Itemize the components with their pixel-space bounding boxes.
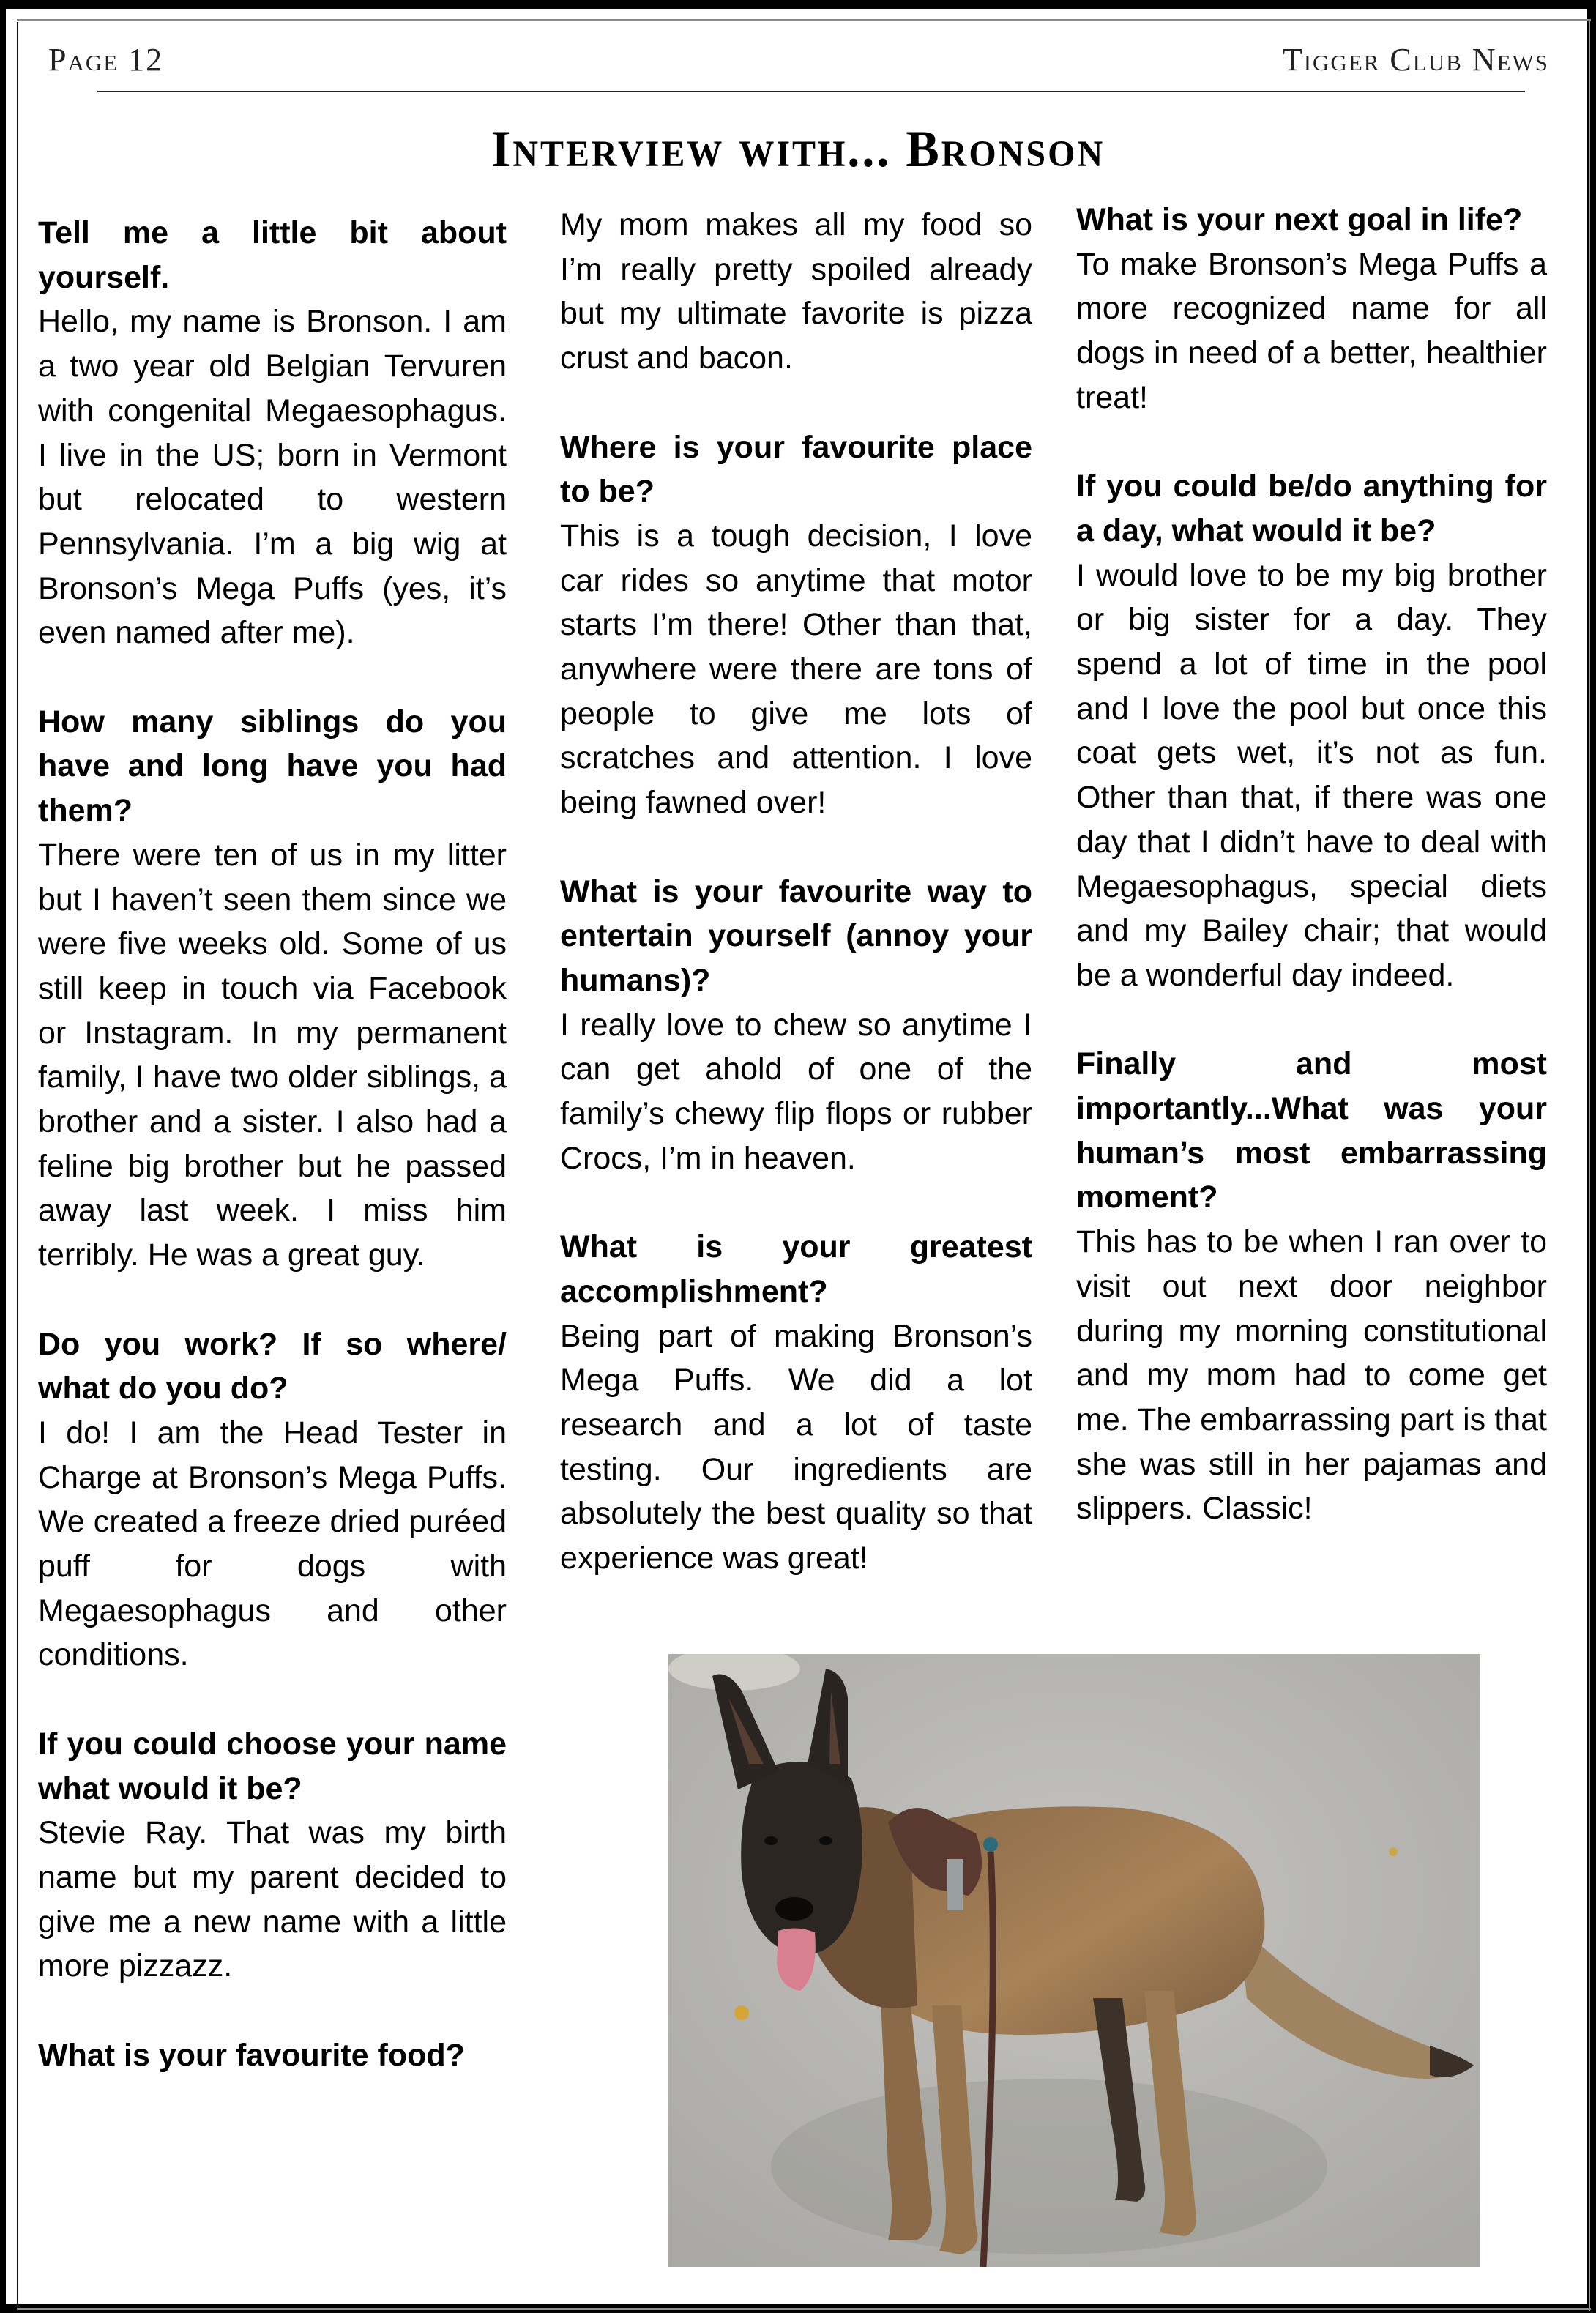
qa-block bbox=[560, 870, 1032, 1181]
article-column-2 bbox=[560, 203, 1032, 1581]
answer: I do! I am the Head Tester in Charge at Bronson’s Mega Puffs. We created a freeze dried puréed puff for dogs with Megaesophagus and other conditions. bbox=[38, 1415, 507, 1673]
qa-block bbox=[38, 211, 507, 655]
article-title: Interview with... Bronson bbox=[491, 119, 1105, 178]
question: If you could choose your name what would it be? bbox=[38, 1726, 507, 1806]
question: If you could be/do anything for a day, what would it be? bbox=[1076, 469, 1547, 548]
frame-top-line bbox=[17, 19, 1591, 21]
page-number: Page 12 bbox=[48, 42, 164, 78]
answer: Being part of making Bronson’s Mega Puffs. We did a lot research and a lot of taste testing. Our ingredients are absolutely the best quality so that experience was great! bbox=[560, 1318, 1032, 1576]
question: What is your greatest accomplishment? bbox=[560, 1229, 1032, 1309]
question: Finally and most importantly...What was your human’s most embarrassing moment? bbox=[1076, 1046, 1547, 1215]
publication-name: Tigger Club News bbox=[1282, 42, 1549, 78]
question: Do you work? If so where/ what do you do? bbox=[38, 1326, 507, 1407]
answer: There were ten of us in my litter but I haven’t seen them since we were five weeks old. Some of us still keep in touch via Facebook or Instagram. In my permanent family, I have two older siblings, a brother and a sister. I also had a feline big brother but he passed away last week. I miss him terribly. He was a great guy. bbox=[38, 837, 507, 1273]
qa-block bbox=[560, 425, 1032, 825]
answer: Stevie Ray. That was my birth name but my parent decided to give me a new name with a little more pizzazz. bbox=[38, 1815, 507, 1984]
article-column-3 bbox=[1076, 198, 1547, 1531]
qa-block bbox=[38, 1322, 507, 1678]
qa-block bbox=[560, 1225, 1032, 1581]
qa-block bbox=[38, 2033, 507, 2078]
question: What is your favourite way to entertain yourself (annoy your humans)? bbox=[560, 874, 1032, 998]
question: How many siblings do you have and long have you had them? bbox=[38, 704, 507, 829]
qa-block bbox=[1076, 198, 1547, 420]
article-column-1 bbox=[38, 211, 507, 2077]
answer: To make Bronson’s Mega Puffs a more recognized name for all dogs in need of a better, healthier treat! bbox=[1076, 246, 1547, 415]
answer: This has to be when I ran over to visit out next door neighbor during my morning constitutional and my mom had to come get me. The embarrassing part is that she was still in her pajamas and slippers. Classic! bbox=[1076, 1224, 1547, 1527]
question: Tell me a little bit about yourself. bbox=[38, 215, 507, 295]
answer: My mom makes all my food so I’m really pretty spoiled already but my ultimate favorite is pizza crust and bacon. bbox=[560, 207, 1032, 376]
qa-block bbox=[1076, 464, 1547, 997]
question: Where is your favourite place to be? bbox=[560, 429, 1032, 510]
answer: I would love to be my big brother or big sister for a day. They spend a lot of time in the pool and I love the pool but once this coat gets wet, it’s not as fun. Other than that, if there was one day that I didn’t have to deal with Megaesophagus, special diets and my Bailey chair; that would be a wonderful day indeed. bbox=[1076, 557, 1547, 993]
question: What is your favourite food? bbox=[38, 2037, 465, 2073]
qa-block bbox=[1076, 1042, 1547, 1531]
qa-block bbox=[38, 1722, 507, 1989]
dog-photo-illustration bbox=[668, 1654, 1480, 2267]
header-divider bbox=[97, 91, 1525, 92]
frame-bottom-line bbox=[17, 2308, 1591, 2310]
qa-block bbox=[38, 700, 507, 1278]
answer: Hello, my name is Bronson. I am a two year old Belgian Tervuren with congenital Megaesophagus. I live in the US; born in Vermont but relocated to western Pennsylvania. I’m a big wig at Bronson’s Mega Puffs (yes, it’s even named after me). bbox=[38, 304, 507, 651]
qa-block bbox=[560, 203, 1032, 381]
answer: This is a tough decision, I love car rides so anytime that motor starts I’m there! Other than that, anywhere were there are tons of people to give me lots of scratches and attention. I love being fawned over! bbox=[560, 518, 1032, 821]
dog-photo bbox=[668, 1654, 1480, 2267]
frame-right-line bbox=[1589, 21, 1590, 2311]
frame-left-line bbox=[17, 22, 18, 2309]
answer: I really love to chew so anytime I can get ahold of one of the family’s chewy flip flops or rubber Crocs, I’m in heaven. bbox=[560, 1007, 1032, 1176]
question: What is your next goal in life? bbox=[1076, 202, 1523, 237]
